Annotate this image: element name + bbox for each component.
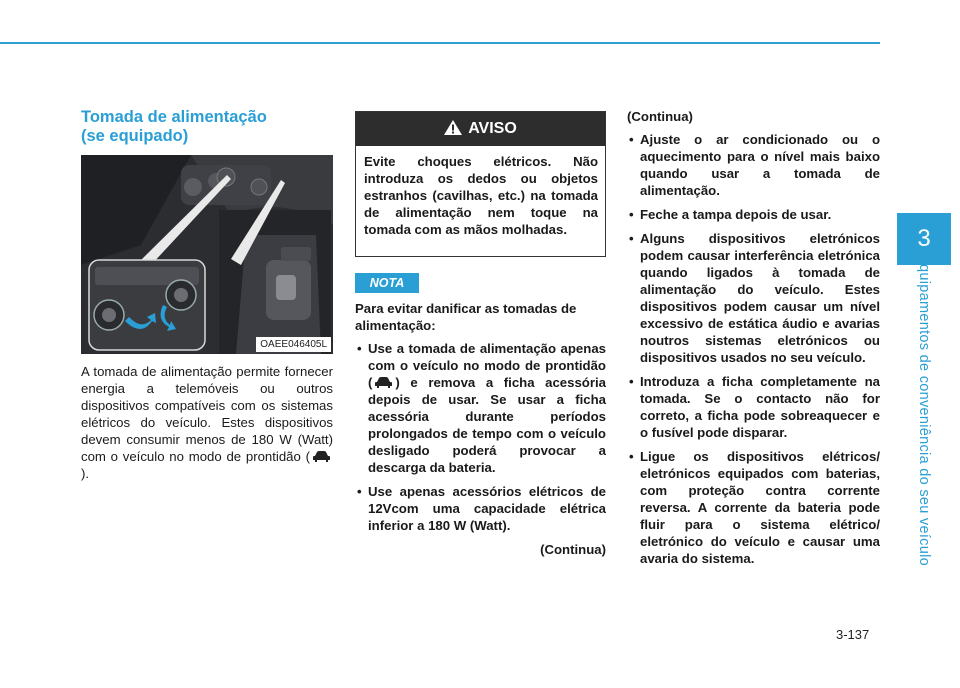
power-outlet-photo xyxy=(81,155,333,354)
list-item xyxy=(627,206,880,223)
continues-label: (Continua) xyxy=(540,542,606,557)
chapter-tab[interactable]: 3 xyxy=(897,213,951,265)
intro-text-end: ). xyxy=(81,466,90,481)
warning-triangle-icon xyxy=(444,120,462,135)
continued-bullet-text: Ajuste o ar condicionado ou o aquecimento para o nível mais baixo quando usar a tomada de alimentação. xyxy=(640,132,880,198)
header-rule xyxy=(0,42,880,44)
continued-header: (Continua) xyxy=(627,109,693,124)
bullet-dot: • xyxy=(629,207,634,222)
continued-bullet-text: Introduza a ficha completamente na tomada. Se o contacto não for correto, a ficha pode sobreaquecer e o fusível pode disparar. xyxy=(640,374,880,440)
list-item xyxy=(627,230,880,366)
continued-bullet-text: Ligue os dispositivos elétricos/ eletrónicos equipados com baterias, com proteção contra corrente reversa. A corrente da bateria pode fluir para o sistema elétrico/ eletrónico do veículo e causar uma avaria do sistema. xyxy=(640,449,880,566)
warning-header xyxy=(356,112,605,146)
bullet-dot: • xyxy=(629,132,634,147)
list-item xyxy=(355,340,606,476)
intro-text: A tomada de alimentação permite fornecer energia a telemóveis ou outros dispositivos compatíveis com os sistemas elétricos do veículo. Estes dispositivos devem consumir menos de 180 W (Watt) com o veículo no modo de prontidão ( xyxy=(81,364,333,464)
figure-code: OAEE046405L xyxy=(256,337,331,352)
continued-bullet-text: Feche a tampa depois de usar. xyxy=(640,207,832,222)
note-bullet2-text: Use apenas acessórios elétricos de 12Vcom uma capacidade elétrica inferior a 180 W (Watt). xyxy=(368,484,606,533)
bullet-dot: • xyxy=(629,449,634,464)
note-bullet1-text-end: ) e remova a ficha acessória depois de usar. Se usar a ficha acessória durante períodos prolongados de tempo com o veículo desligado poderá provocar a descarga da bateria. xyxy=(368,375,606,475)
warning-title: AVISO xyxy=(468,120,517,137)
section-title xyxy=(81,108,267,146)
chapter-title: Equipamentos de conveniência do seu veículo xyxy=(916,254,932,566)
intro-paragraph xyxy=(81,363,333,482)
bullet-dot: • xyxy=(629,231,634,246)
car-ready-icon xyxy=(312,450,331,463)
car-ready-icon xyxy=(374,376,393,389)
bullet-dot: • xyxy=(357,341,362,356)
list-item xyxy=(627,131,880,199)
page-number: 3-137 xyxy=(836,627,870,642)
list-item xyxy=(355,483,606,534)
bullet-dot: • xyxy=(357,484,362,499)
continued-content xyxy=(627,108,880,574)
section-title-line2: (se equipado) xyxy=(81,127,189,145)
continued-bullet-text: Alguns dispositivos eletrónicos podem causar interferência eletrónica quando ligados à tomada de alimentação do veículo. Estes dispositivos podem causar um nível excessivo de estática áudio e avarias noutros sistemas eletrónicos ou dispositivos usados no seu veículo. xyxy=(640,231,880,365)
note-bullet1-text: Use a tomada de alimentação apenas com o veículo no modo de prontidão ( xyxy=(368,341,606,390)
note-badge: NOTA xyxy=(355,273,419,293)
bullet-dot: • xyxy=(629,374,634,389)
warning-box xyxy=(355,111,606,257)
warning-text: Evite choques elétricos. Não introduza os dedos ou objetos estranhos (cavilhas, etc.) na tomada de alimentação nem toque na tomada com as mãos molhadas. xyxy=(364,154,598,237)
console-illustration xyxy=(81,155,333,354)
section-title-line1: Tomada de alimentação xyxy=(81,108,267,126)
note-content xyxy=(355,300,606,558)
list-item xyxy=(627,448,880,567)
list-item xyxy=(627,373,880,441)
note-intro: Para evitar danificar as tomadas de alimentação: xyxy=(355,301,577,333)
